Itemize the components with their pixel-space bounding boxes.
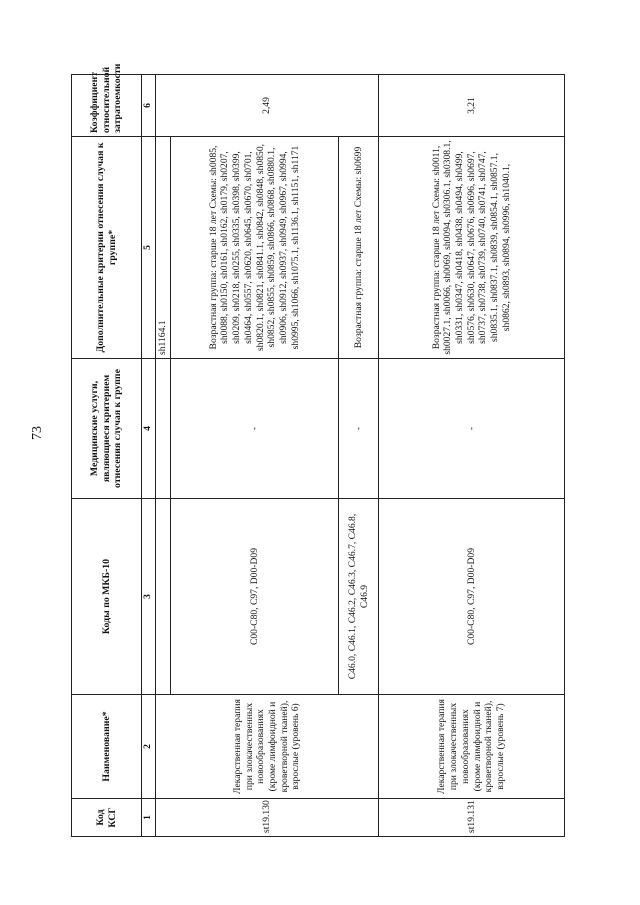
page-number: 73 — [30, 426, 45, 440]
header-name: Наименование* — [72, 695, 142, 799]
icd-codes — [156, 499, 171, 695]
col-number: 1 — [142, 799, 156, 837]
extra-criteria: Возрастная группа: старше 18 лет Схемы: sh0085, sh0088, sh0150, sh0161, sh0162, sh0179, sh0207, sh0209, sh0218, sh0255, sh0335, sh0398, sh0399, sh0464, sh0557, sh0620, sh0645, sh0670, sh0701, sh0820.1, sh0821, sh0841.1, sh0842, sh0848, sh0850, sh0852, sh0855, sh0859, sh0866, sh0868, sh0880.1, sh0906, sh0912, sh0937, sh0949, sh0967, sh0994, sh0995, sh1066, sh1075.1, sh1136.1, sh1151, sh1171 — [171, 137, 339, 359]
ksg-name: Лекарственная терапия при злокачественных новообразованиях (кроме лимфоидной и кроветворной тканей), взрослые (уровень 7) — [379, 695, 565, 799]
medical-services: - — [171, 359, 339, 499]
header-services: Медицинские услуги, являющиеся критерием отнесения случая к группе — [72, 359, 142, 499]
extra-criteria: Возрастная группа: старше 18 лет Схемы: sh0011, sh0027.1, sh0066, sh0069, sh0094, sh0306.1, sh0308.1, sh0331, sh0347, sh0418, sh0438, sh0494, sh0499, sh0576, sh0630, sh0647, sh0676, sh0696, sh0697, sh0737, sh0738, sh0739, sh0740, sh0741, sh0747, sh0835.1, sh0837.1, sh0839, sh0854.1, sh0857.1, sh0862, sh0893, sh0894, sh0996, sh1040.1, — [379, 137, 565, 359]
header-criteria: Дополнительные критерии отнесения случая к группе* — [72, 137, 142, 359]
ksg-name: Лекарственная терапия при злокачественных новообразованиях (кроме лимфоидной и кроветворной тканей), взрослые (уровень 6) — [156, 695, 379, 799]
header-code: Код КСГ — [72, 799, 142, 837]
col-number: 4 — [142, 359, 156, 499]
col-number: 5 — [142, 137, 156, 359]
extra-criteria: Возрастная группа: старше 18 лет Схемы: sh0699 — [339, 137, 379, 359]
col-number: 3 — [142, 499, 156, 695]
cost-coefficient: 3,21 — [379, 75, 565, 137]
extra-criteria: sh1164.1 — [156, 137, 171, 359]
icd-codes: C00-C80, C97, D00-D09 — [171, 499, 339, 695]
ksg-code: st19.131 — [379, 799, 565, 837]
medical-services — [156, 359, 171, 499]
cost-coefficient: 2,49 — [156, 75, 379, 137]
header-icd: Коды по МКБ-10 — [72, 499, 142, 695]
tariff-table-page — [71, 63, 568, 837]
medical-services: - — [339, 359, 379, 499]
icd-codes: C46.0, C46.1, C46.2, C46.3, C46.7, C46.8, C46.9 — [339, 499, 379, 695]
col-number: 6 — [142, 75, 156, 137]
ksg-table — [71, 63, 565, 837]
medical-services: - — [379, 359, 565, 499]
icd-codes: C00-C80, C97, D00-D09 — [379, 499, 565, 695]
ksg-code: st19.130 — [156, 799, 379, 837]
header-coef: Коэффициент относительной затратоемкости — [72, 75, 142, 137]
col-number: 2 — [142, 695, 156, 799]
